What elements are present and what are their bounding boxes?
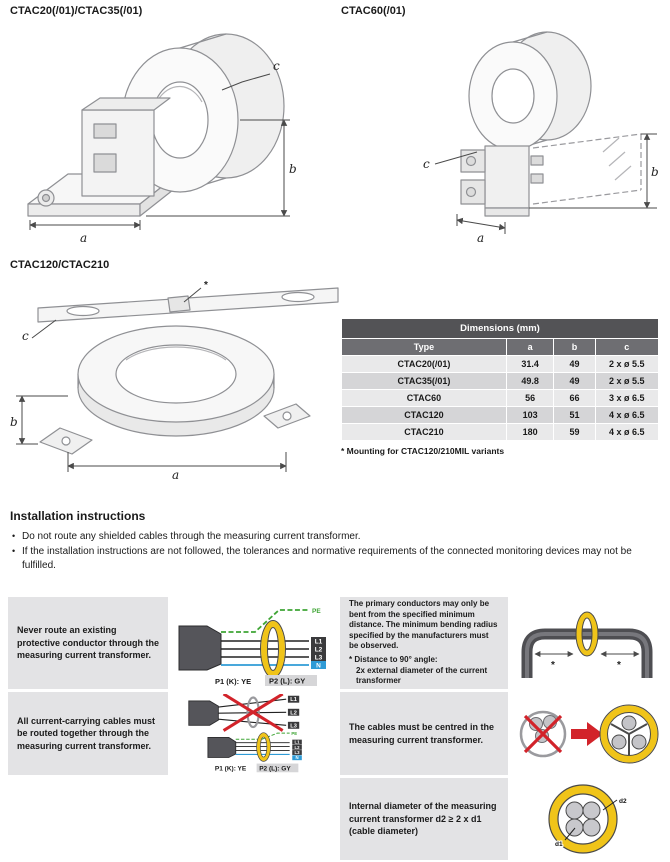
l3-label: L3 — [314, 654, 323, 662]
heading-ctac120-210: CTAC120/CTAC210 — [10, 259, 110, 271]
table-cell: 31.4 — [506, 356, 554, 373]
col-header-c: c — [595, 339, 658, 356]
cable — [632, 735, 646, 749]
table-cell: 49.8 — [506, 373, 554, 390]
instruction-diameter — [340, 778, 508, 860]
instruction-bending-note2: 2x external diameter of the current transformer — [356, 665, 488, 686]
ctac20-35-drawing-svg — [20, 18, 320, 248]
din-rail — [533, 134, 641, 204]
table-cell: 2 x ø 5.5 — [595, 356, 658, 373]
ctac120-210-drawing-svg — [8, 276, 346, 481]
n-label: N — [316, 662, 321, 670]
dim-label-a: a — [80, 231, 88, 245]
spacer — [171, 778, 337, 860]
col-header-type: Type — [342, 339, 507, 356]
table-footnote: * Mounting for CTAC120/210MIL variants — [341, 446, 505, 456]
instruction-all-cables — [8, 692, 168, 775]
table-cell: CTAC120 — [342, 407, 507, 424]
l3-label: L3 — [290, 722, 297, 729]
figure-bending-radius-svg — [513, 602, 661, 684]
table-cell: CTAC35(/01) — [342, 373, 507, 390]
install-bullet: • Do not route any shielded cables through the measuring current transformer. — [10, 530, 662, 545]
install-bullet: • If the installation instructions are not followed, the tolerances and normative requirements of the connected monitoring devices may not be fulfilled. — [10, 545, 662, 574]
dim-label-a: a — [172, 468, 180, 481]
d2-label: d2 — [618, 798, 627, 805]
l3-wire — [218, 719, 286, 725]
instruction-bending-text: The primary conductors may only be bent from the specified minimum distance. The minimum bending radius specified by the manufacturers must be observed. — [349, 599, 498, 650]
dim-label-c: c — [423, 157, 430, 171]
instruction-never-pe — [8, 597, 168, 689]
table-row — [342, 407, 659, 424]
cable — [566, 819, 583, 836]
dim-label-c: c — [273, 59, 280, 73]
table-cell: 4 x ø 6.5 — [595, 424, 658, 441]
mounting-asterisk: * — [204, 280, 208, 291]
instruction-diameter-text: Internal diameter of the measuring current transformer d2 ≥ 2 x d1 (cable diameter) — [349, 801, 497, 837]
table-cell: 2 x ø 5.5 — [595, 373, 658, 390]
cable — [566, 802, 583, 819]
l1-label: L1 — [294, 739, 300, 745]
instruction-never-pe-text: Never route an existing protective conductor through the measuring current transformer. — [17, 625, 160, 661]
l3-label: L3 — [294, 749, 300, 755]
l1-label: L1 — [314, 638, 323, 646]
table-cell: 103 — [506, 407, 554, 424]
red-arrow-icon — [571, 722, 603, 746]
l1-wire — [218, 699, 286, 707]
dim-label-b: b — [651, 165, 659, 179]
instruction-bending — [340, 597, 508, 689]
col-header-a: a — [506, 339, 554, 356]
figure-diameter-svg — [521, 780, 653, 858]
p2-label: P2 (L): GY — [259, 765, 291, 773]
heading-ctac20-35: CTAC20(/01)/CTAC35(/01) — [10, 5, 143, 17]
table-cell: 3 x ø 6.5 — [595, 390, 658, 407]
cable — [622, 716, 636, 730]
l2-label: L2 — [290, 709, 297, 716]
cable — [583, 802, 600, 819]
table-row — [342, 390, 659, 407]
dimensions-table-block — [341, 318, 659, 456]
installation-bullets — [10, 530, 662, 574]
table-cell: CTAC20(/01) — [342, 356, 507, 373]
heading-ctac60: CTAC60(/01) — [341, 5, 406, 17]
table-row — [342, 373, 659, 390]
figure-separate-cables — [171, 692, 337, 775]
table-cell: 51 — [554, 407, 595, 424]
figure-centering — [511, 692, 662, 775]
installation-instruction-grid — [8, 597, 662, 860]
figure-pe-routing-svg — [175, 598, 333, 688]
transformer-body — [28, 34, 284, 216]
table-cell: 56 — [506, 390, 554, 407]
ctac20-35-drawing — [20, 18, 320, 248]
table-row — [342, 424, 659, 441]
p1-label: P1 (K): YE — [215, 677, 252, 686]
table-cell: 66 — [554, 390, 595, 407]
p1-label: P1 (K): YE — [214, 765, 247, 773]
l1-label: L1 — [290, 696, 297, 703]
table-cell: 49 — [554, 373, 595, 390]
table-cell: CTAC60 — [342, 390, 507, 407]
pe-label: PE — [291, 730, 298, 736]
distance-asterisk: * — [550, 660, 555, 671]
table-cell: 49 — [554, 356, 595, 373]
ctac120-210-drawing — [8, 276, 346, 481]
table-header-row — [342, 339, 659, 356]
distance-asterisk: * — [616, 660, 621, 671]
spacer — [8, 778, 168, 860]
table-cell: 59 — [554, 424, 595, 441]
table-cell: 180 — [506, 424, 554, 441]
instruction-bending-note: * Distance to 90° angle: — [349, 655, 438, 665]
cable — [612, 735, 626, 749]
figure-bending-radius — [511, 597, 662, 689]
instruction-centred — [340, 692, 508, 775]
n-label: N — [295, 754, 299, 760]
figure-diameter — [511, 778, 662, 860]
figure-separate-cables-svg — [179, 694, 329, 774]
l2-label: L2 — [314, 646, 323, 654]
cable — [208, 737, 236, 757]
figure-centering-svg — [513, 696, 661, 772]
l2-label: L2 — [294, 744, 300, 750]
instruction-all-cables-text: All current-carrying cables must be routed together through the measuring current transformer. — [17, 715, 156, 751]
installation-title: Installation instructions — [10, 509, 146, 523]
p2-label: P2 (L): GY — [269, 676, 306, 686]
ctac60-drawing-svg — [365, 18, 660, 248]
d1-label: d1 — [554, 841, 563, 848]
cable — [189, 700, 219, 724]
table-row — [342, 356, 659, 373]
cable — [583, 819, 600, 836]
current-transformer-ring — [553, 790, 612, 849]
dim-label-b: b — [10, 415, 18, 429]
installation-section — [10, 509, 662, 574]
col-header-b: b — [554, 339, 595, 356]
dim-label-a: a — [477, 231, 485, 245]
dim-label-c: c — [22, 329, 29, 343]
pe-label: PE — [312, 608, 321, 615]
figure-pe-routing — [171, 597, 337, 689]
table-cell: 4 x ø 6.5 — [595, 407, 658, 424]
table-cell: CTAC210 — [342, 424, 507, 441]
table-title: Dimensions (mm) — [342, 319, 659, 339]
dim-label-b: b — [289, 162, 297, 176]
dimensions-table — [341, 318, 659, 441]
transformer-body — [461, 32, 641, 216]
instruction-centred-text: The cables must be centred in the measuring current transformer. — [349, 721, 495, 745]
cable — [179, 626, 221, 670]
ctac60-drawing — [365, 18, 660, 248]
transformer-body — [38, 288, 338, 454]
